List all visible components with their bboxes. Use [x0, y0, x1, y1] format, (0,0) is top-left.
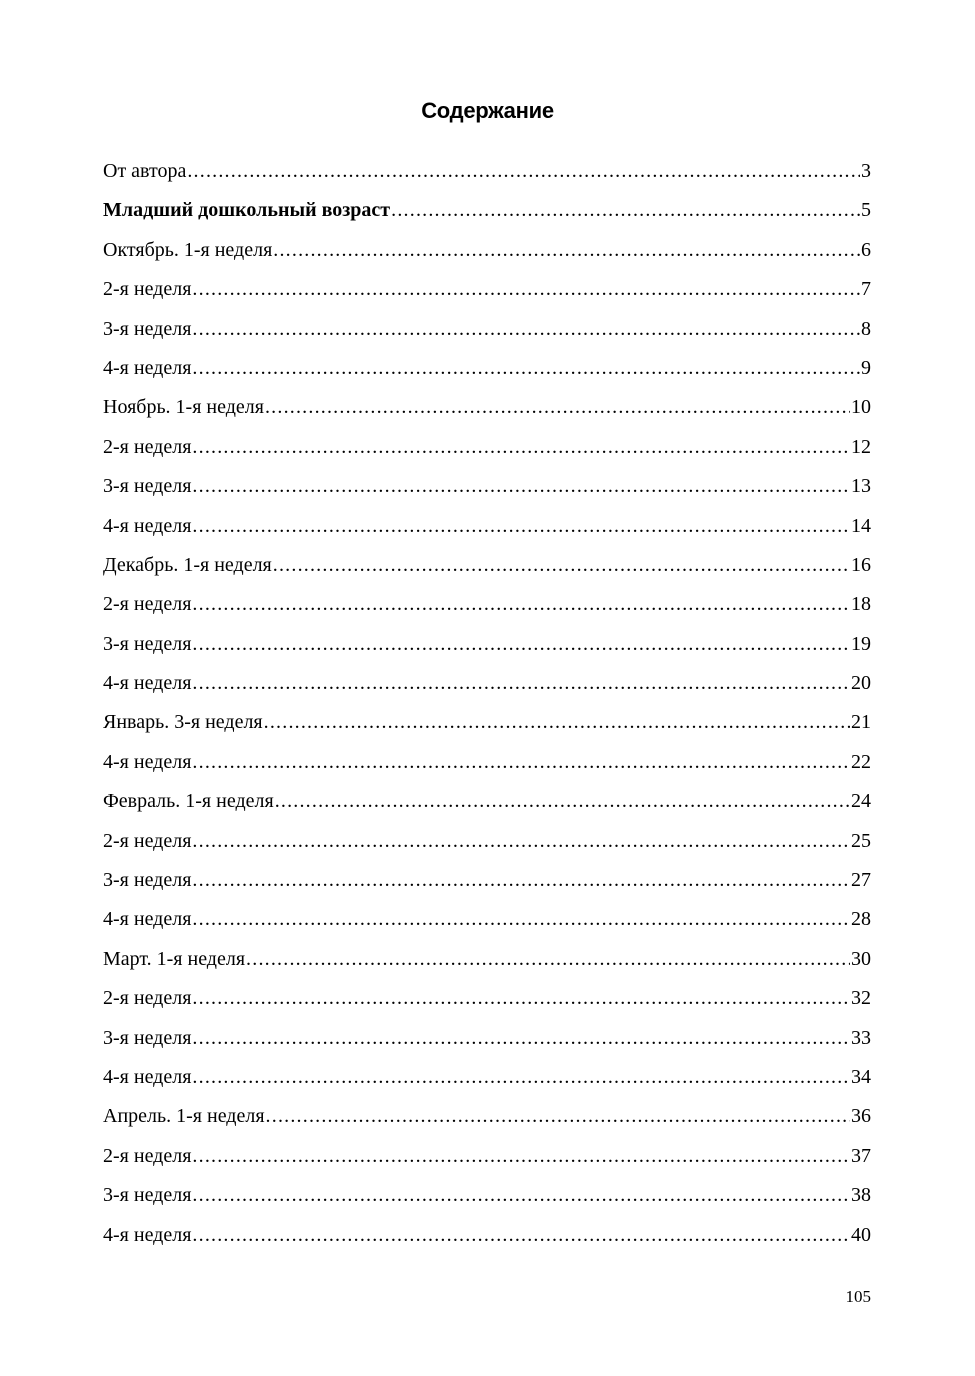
toc-entry-label: Январь. 3-я неделя	[103, 711, 263, 734]
toc-entry-page: 25	[851, 829, 871, 852]
toc-entry-page: 8	[861, 317, 871, 340]
toc-entry[interactable]	[103, 785, 871, 824]
toc-entry[interactable]	[103, 1061, 871, 1100]
toc-entry-label: 2-я неделя	[103, 829, 192, 852]
toc-dot-leader	[192, 273, 860, 305]
toc-dot-leader	[192, 667, 850, 699]
toc-dot-leader	[192, 470, 850, 502]
toc-dot-leader	[192, 352, 860, 384]
toc-dot-leader	[192, 1022, 850, 1054]
page-number: 105	[845, 1287, 871, 1306]
toc-entry-label: 4-я неделя	[103, 356, 192, 379]
toc-entry[interactable]	[103, 391, 871, 430]
toc-entry-label: Март. 1-я неделя	[103, 947, 246, 970]
toc-entry-page: 28	[851, 908, 871, 931]
toc-entry-page: 36	[851, 1105, 871, 1128]
toc-entry[interactable]	[103, 706, 871, 745]
toc-entry-label: 4-я неделя	[103, 672, 192, 695]
toc-entry[interactable]	[103, 628, 871, 667]
toc-dot-leader	[275, 785, 850, 817]
toc-dot-leader	[264, 706, 850, 738]
toc-entry-label: 4-я неделя	[103, 1223, 192, 1246]
toc-dot-leader	[273, 234, 860, 266]
toc-entry[interactable]	[103, 903, 871, 942]
toc-entry-page: 3	[861, 160, 871, 182]
toc-dot-leader	[266, 1100, 850, 1132]
toc-dot-leader	[192, 313, 860, 345]
toc-entry[interactable]	[103, 1140, 871, 1179]
toc-entry[interactable]	[103, 943, 871, 982]
toc-dot-leader	[192, 746, 850, 778]
toc-dot-leader	[192, 588, 850, 620]
toc-entry-label: 3-я неделя	[103, 317, 192, 340]
toc-dot-leader	[246, 943, 850, 975]
toc-entry-page: 32	[851, 987, 871, 1010]
toc-entry[interactable]	[103, 234, 871, 273]
toc-entry[interactable]	[103, 667, 871, 706]
toc-entry-page: 12	[851, 435, 871, 458]
toc-dot-leader	[192, 864, 850, 896]
toc-entry-label: 4-я неделя	[103, 908, 192, 931]
toc-entry-label: 2-я неделя	[103, 987, 192, 1010]
toc-entry-page: 16	[851, 553, 871, 576]
toc-entry[interactable]	[103, 431, 871, 470]
toc-entry-label: 2-я неделя	[103, 278, 192, 301]
toc-dot-leader	[192, 903, 850, 935]
toc-entry-label: Октябрь. 1-я неделя	[103, 238, 273, 261]
toc-entry[interactable]	[103, 1022, 871, 1061]
toc-dot-leader	[192, 1061, 850, 1093]
toc-entry-page: 10	[851, 396, 871, 419]
toc-entry[interactable]	[103, 864, 871, 903]
toc-entry-label: 4-я неделя	[103, 514, 192, 537]
toc-entry[interactable]	[103, 313, 871, 352]
toc-entry-label: Ноябрь. 1-я неделя	[103, 396, 264, 419]
toc-entry-page: 5	[861, 199, 871, 222]
toc-dot-leader	[192, 1219, 850, 1251]
toc-dot-leader	[391, 194, 860, 226]
toc-entry[interactable]	[103, 273, 871, 312]
toc-entry-page: 24	[851, 790, 871, 813]
toc-entry-label: 4-я неделя	[103, 750, 192, 773]
toc-entry-label: 3-я неделя	[103, 869, 192, 892]
toc-dot-leader	[192, 1140, 850, 1172]
toc-entry-page: 7	[861, 278, 871, 301]
page-title: Содержание	[421, 98, 554, 123]
toc-entry[interactable]	[103, 470, 871, 509]
toc-entry-page: 40	[851, 1223, 871, 1246]
toc-entry-label: От автора	[103, 160, 187, 182]
toc-entry-page: 34	[851, 1065, 871, 1088]
toc-entry-page: 13	[851, 475, 871, 498]
toc-entry-page: 27	[851, 869, 871, 892]
toc-entry-label: 2-я неделя	[103, 1144, 192, 1167]
toc-entry-page: 38	[851, 1184, 871, 1207]
toc-entry-page: 19	[851, 632, 871, 655]
toc-entry[interactable]	[103, 510, 871, 549]
toc-entry-label: 3-я неделя	[103, 1184, 192, 1207]
toc-entry-page: 21	[851, 711, 871, 734]
toc-dot-leader	[192, 982, 850, 1014]
toc-entry-label: 3-я неделя	[103, 1026, 192, 1049]
toc-dot-leader	[192, 431, 850, 463]
toc-entry-label: Апрель. 1-я неделя	[103, 1105, 265, 1128]
toc-entry-page: 30	[851, 947, 871, 970]
toc-entry-page: 6	[861, 238, 871, 261]
toc-entry[interactable]	[103, 746, 871, 785]
toc-entry-label: Младший дошкольный возраст	[103, 199, 391, 222]
toc-entry[interactable]	[103, 1100, 871, 1139]
toc-entry[interactable]	[103, 155, 871, 194]
toc-dot-leader	[192, 1179, 850, 1211]
toc-entry[interactable]	[103, 1219, 871, 1258]
toc-dot-leader	[192, 628, 850, 660]
toc-entry-label: 3-я неделя	[103, 632, 192, 655]
toc-entry[interactable]	[103, 982, 871, 1021]
toc-dot-leader	[192, 510, 850, 542]
toc-entry[interactable]	[103, 549, 871, 588]
toc-entry[interactable]	[103, 825, 871, 864]
toc-dot-leader	[273, 549, 850, 581]
toc-entry-page: 9	[861, 356, 871, 379]
toc-dot-leader	[265, 391, 850, 423]
toc-entry[interactable]	[103, 588, 871, 627]
table-of-contents	[103, 155, 871, 1258]
toc-entry-label: 4-я неделя	[103, 1065, 192, 1088]
toc-dot-leader	[187, 155, 860, 187]
toc-entry[interactable]	[103, 352, 871, 391]
toc-entry[interactable]	[103, 194, 871, 233]
toc-entry-label: 2-я неделя	[103, 435, 192, 458]
toc-entry-label: 3-я неделя	[103, 475, 192, 498]
toc-entry-page: 18	[851, 593, 871, 616]
toc-entry-label: Декабрь. 1-я неделя	[103, 553, 272, 576]
toc-entry-label: 2-я неделя	[103, 593, 192, 616]
toc-dot-leader	[192, 825, 850, 857]
toc-entry-page: 37	[851, 1144, 871, 1167]
toc-entry-label: Февраль. 1-я неделя	[103, 790, 274, 813]
toc-entry-page: 22	[851, 750, 871, 773]
toc-entry-page: 14	[851, 514, 871, 537]
toc-entry-page: 33	[851, 1026, 871, 1049]
toc-entry[interactable]	[103, 1179, 871, 1218]
toc-entry-page: 20	[851, 672, 871, 695]
